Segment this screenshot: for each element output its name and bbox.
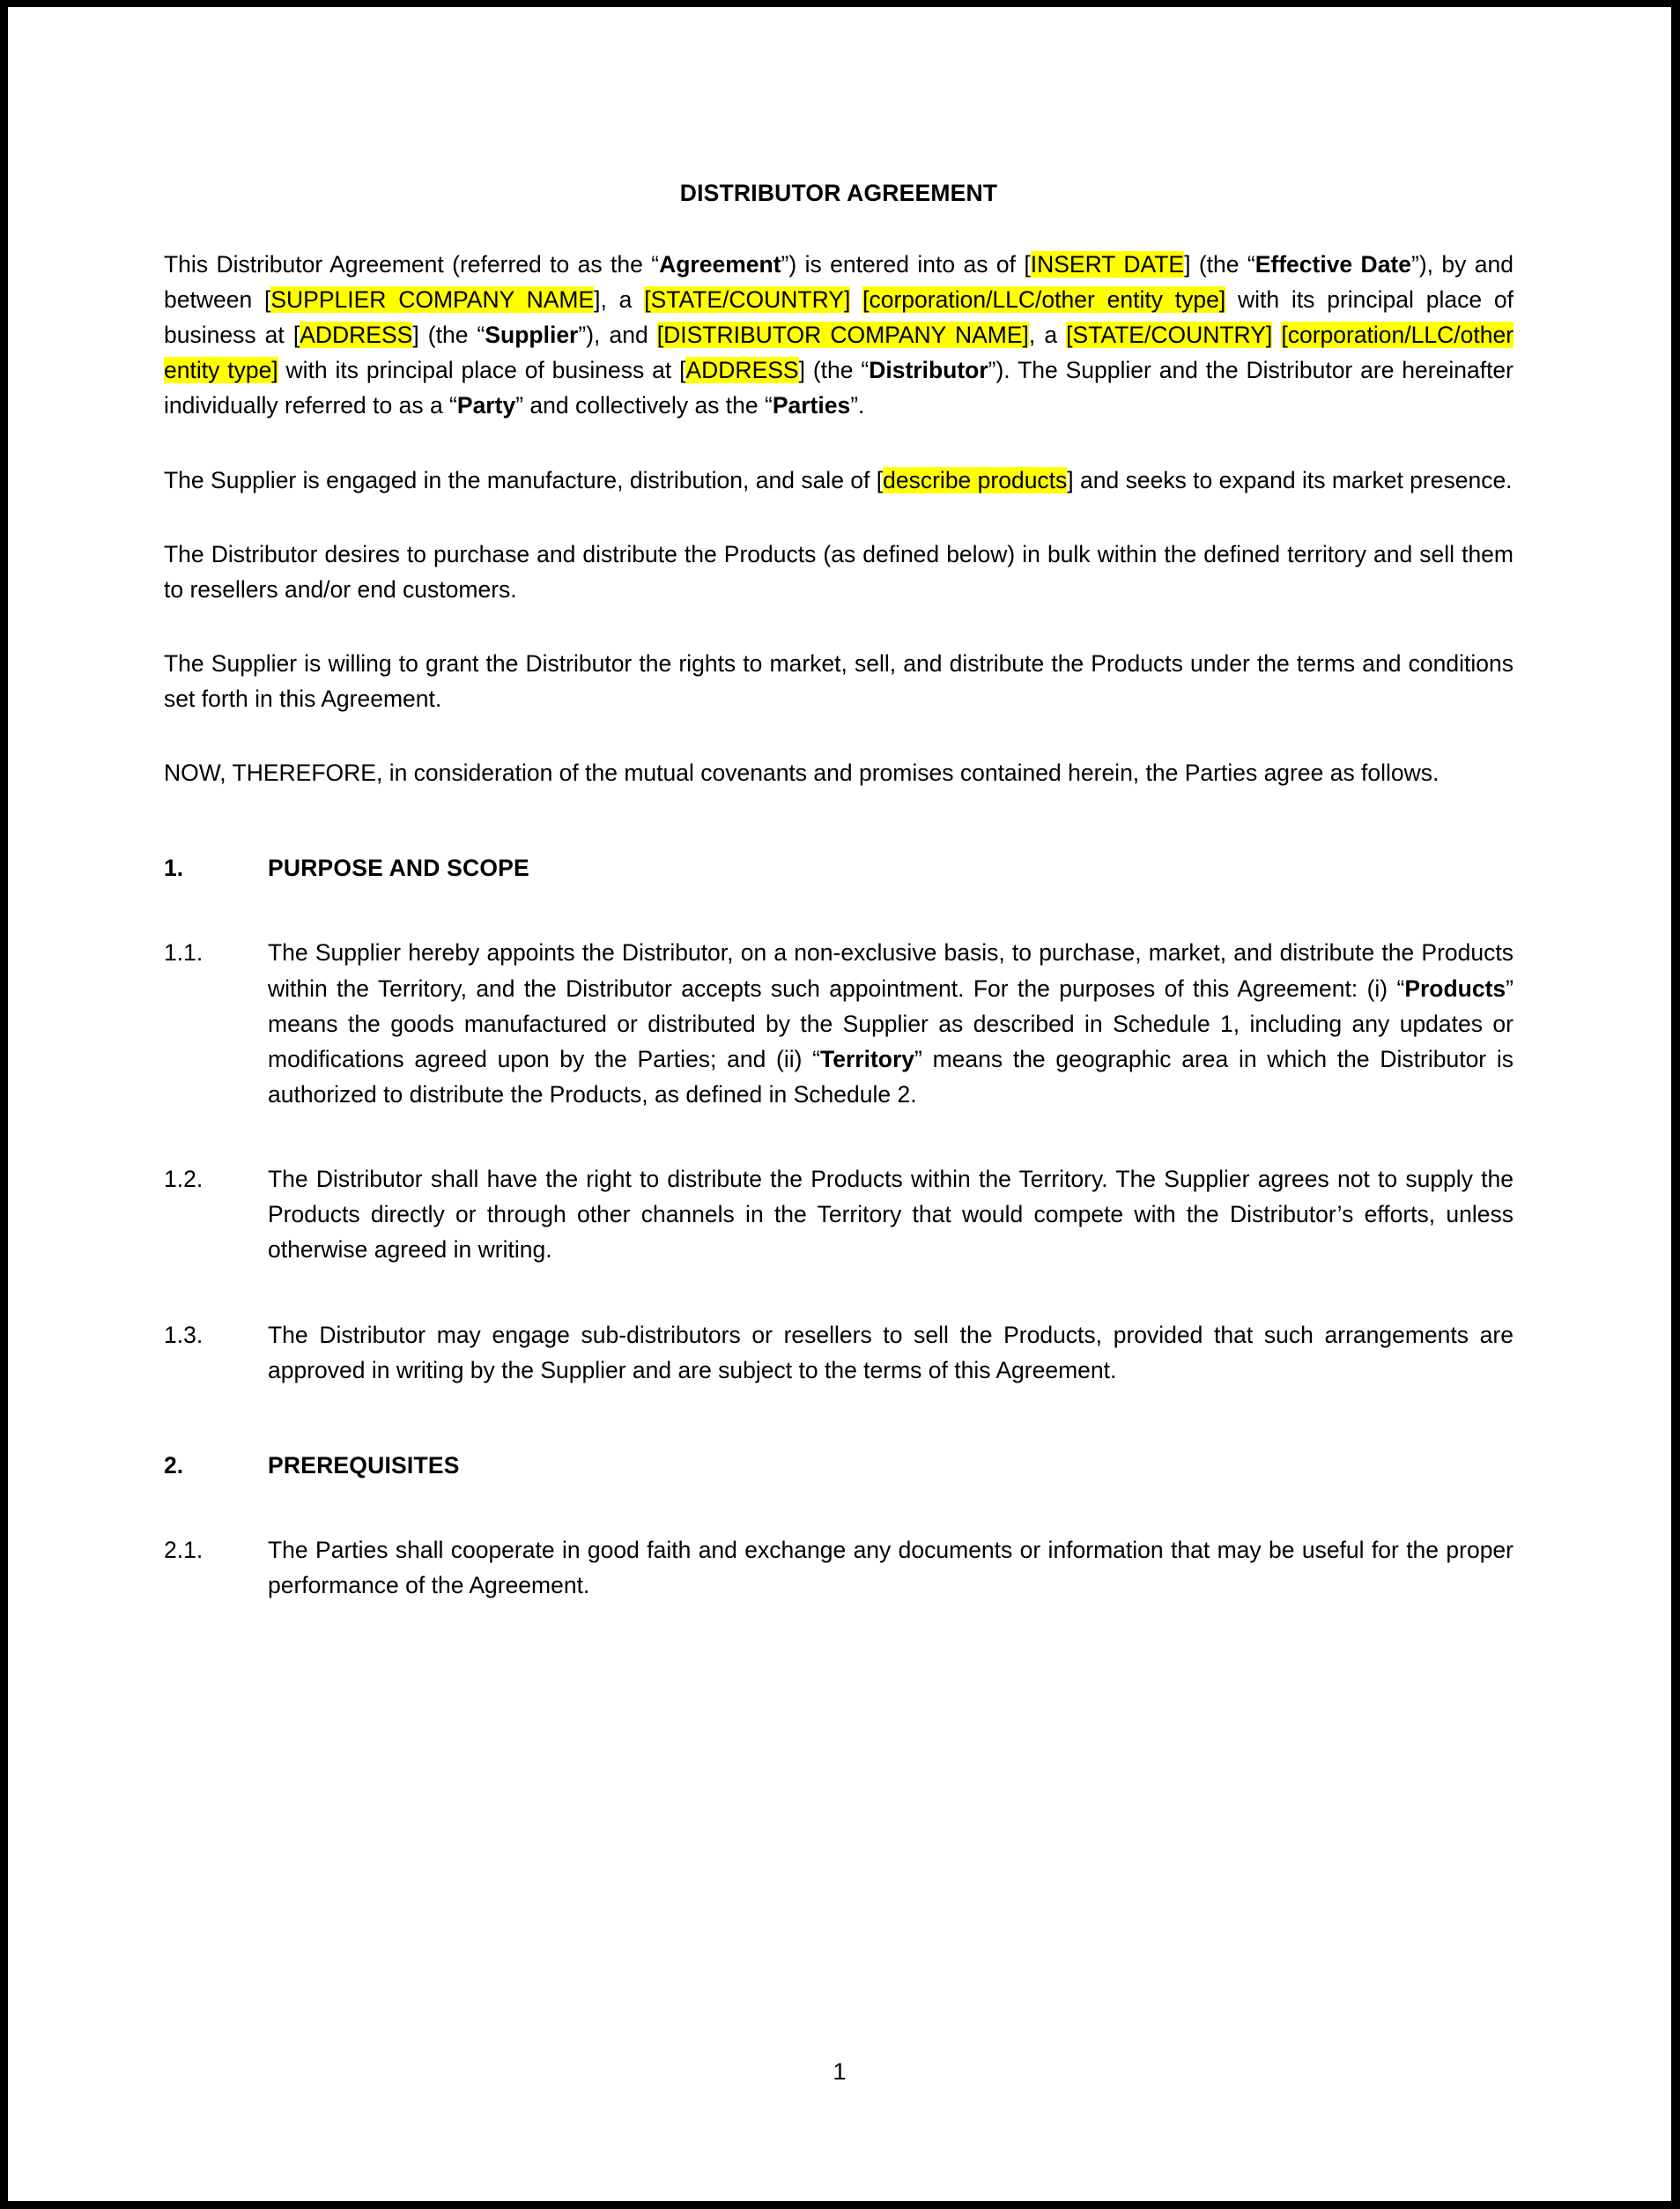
clause-body: The Parties shall cooperate in good faith and exchange any documents or information that may be useful for the proper performance of the Agreement. [268, 1537, 1513, 1599]
text-run: ”). The Supplier and the Distributor are hereinafter individually referred to as a “ [164, 357, 1513, 419]
text-run [1272, 322, 1281, 348]
clause-body: The Distributor shall have the right to distribute the Products within the Territory. The Supplier agrees not to supply the Products directly or through other channels in the Territory that would compete with the Distributor’s efforts, unless otherwise agreed in writing. [268, 1166, 1513, 1264]
placeholder-insert-date: INSERT DATE [1030, 250, 1185, 278]
clause-number: 1.1. [164, 939, 204, 967]
text-run: ”. [850, 392, 865, 419]
placeholder-describe-products: describe products [883, 466, 1068, 493]
section-heading-2 [164, 1448, 1513, 1483]
defined-term-agreement: Agreement [659, 250, 781, 278]
text-run: The Supplier is engaged in the manufacture, distribution, and sale of [ [164, 466, 884, 493]
text-run: ” means the geographic area in which the Distributor is authorized to distribute the Products, as defined in Schedule 2. [268, 1045, 1513, 1108]
page-number: 1 [833, 2058, 847, 2085]
clause-number: 2.1. [164, 1537, 204, 1564]
text-run: ”), and [578, 322, 657, 349]
placeholder-supplier-entity-type: [corporation/LLC/other entity type] [862, 285, 1226, 313]
text-run: This Distributor Agreement (referred to as the “ [164, 250, 660, 278]
section-heading-1 [164, 850, 1513, 886]
text-run: ] (the “ [412, 322, 485, 349]
section-number: 1. [164, 855, 184, 882]
section-title: PREREQUISITES [268, 1451, 460, 1479]
text-run: ] and seeks to expand its market presence. [1067, 466, 1513, 493]
placeholder-supplier-company-name: SUPPLIER COMPANY NAME [270, 285, 595, 313]
placeholder-distributor-company-name: [DISTRIBUTOR COMPANY NAME] [656, 322, 1029, 349]
placeholder-distributor-state-country: [STATE/COUNTRY] [1066, 322, 1273, 349]
clause-1-2 [164, 1161, 1513, 1267]
text-run: with its principal place of business at [ [164, 285, 1513, 349]
defined-term-products: Products [1404, 975, 1506, 1002]
preamble-paragraph-3: The Distributor desires to purchase and distribute the Products (as defined below) in bulk within the defined territory and sell them to resellers and/or end customers. [164, 540, 1513, 603]
section-title: PURPOSE AND SCOPE [268, 855, 529, 882]
text-run: The Supplier hereby appoints the Distributor, on a non-exclusive basis, to purchase, market, and distribute the Products within the Territory, and the Distributor accepts such appointment. For the purposes of this Agreement: (i) “ [268, 939, 1513, 1002]
placeholder-distributor-entity-type: [corporation/LLC/other entity type] [164, 322, 1514, 384]
text-run: ], a [594, 285, 645, 313]
page-title: DISTRIBUTOR AGREEMENT [679, 180, 998, 206]
preamble-paragraph-5: NOW, THEREFORE, in consideration of the mutual covenants and promises contained herein, the Parties agree as follows. [164, 760, 1439, 787]
clause-body [268, 935, 1513, 1112]
defined-term-territory: Territory [820, 1045, 915, 1072]
defined-term-party: Party [456, 392, 516, 419]
placeholder-distributor-address: ADDRESS [685, 357, 799, 384]
clause-number: 1.3. [164, 1321, 204, 1348]
text-run: ] (the “ [1184, 250, 1255, 278]
text-run: with its principal place of business at [ [278, 357, 686, 384]
clause-body: The Distributor may engage sub-distributors or resellers to sell the Products, provided that such arrangements are approved in writing by the Supplier and are subject to the terms of this Agreement. [268, 1321, 1513, 1383]
text-run: ” and collectively as the “ [515, 392, 773, 419]
text-run: ] (the “ [798, 357, 870, 384]
page-sheet [8, 7, 1671, 2201]
text-run: , a [1028, 322, 1067, 349]
clause-1-1 [164, 935, 1513, 1112]
defined-term-distributor: Distributor [869, 357, 988, 384]
page-content [164, 7, 1513, 1603]
clause-number: 1.2. [164, 1166, 204, 1193]
preamble-paragraph-1 [164, 247, 1513, 424]
text-run: ”) is entered into as of [ [781, 250, 1031, 278]
defined-term-supplier: Supplier [485, 322, 579, 349]
section-number: 2. [164, 1451, 184, 1479]
text-run [850, 286, 862, 313]
placeholder-supplier-state-country: [STATE/COUNTRY] [644, 285, 851, 313]
preamble-paragraph-4: The Supplier is willing to grant the Distributor the rights to market, sell, and distribute the Products under the terms and conditions set forth in this Agreement. [164, 649, 1513, 713]
defined-term-effective-date: Effective Date [1254, 250, 1411, 278]
preamble-paragraph-2 [164, 463, 1513, 498]
placeholder-supplier-address: ADDRESS [300, 322, 413, 349]
clause-2-1 [164, 1532, 1513, 1603]
clause-1-3 [164, 1317, 1513, 1388]
defined-term-parties: Parties [772, 392, 851, 419]
text-run: ”), by and between [ [164, 250, 1513, 313]
text-run: ” means the goods manufactured or distributed by the Supplier as described in Schedule 1, including any updates or modifications agreed upon by the Parties; and (ii) “ [268, 975, 1513, 1072]
